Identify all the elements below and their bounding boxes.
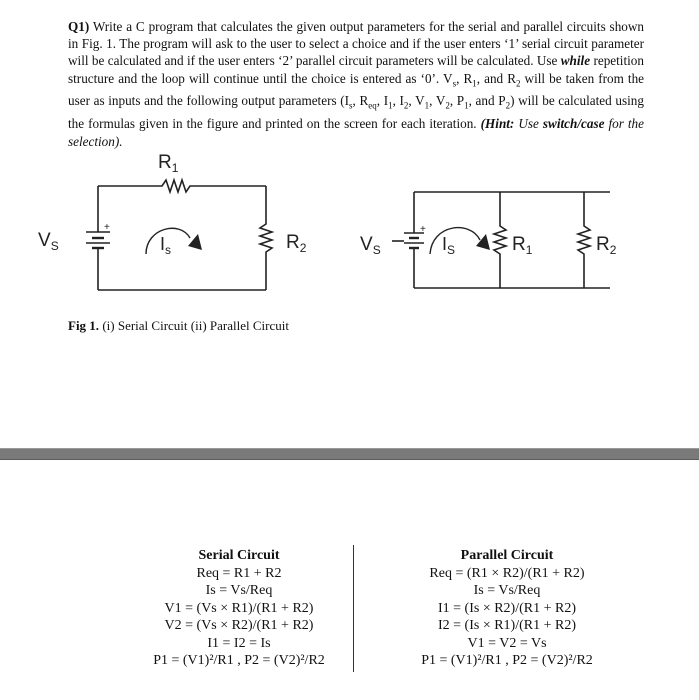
hint-end: for the selection). xyxy=(68,116,644,149)
question-part: , R xyxy=(456,70,473,86)
formula-line: V1 = V2 = Vs xyxy=(467,635,547,651)
circuit-figure xyxy=(30,150,670,305)
formula-line: I1 = (Is × R2)/(R1 + R2) xyxy=(437,600,576,616)
question-label: Q1) xyxy=(68,19,90,34)
parallel-title: Parallel Circuit xyxy=(460,548,554,563)
serial-vs-label: $V_S$ xyxy=(38,230,59,253)
serial-r1-label: $R_1$ xyxy=(158,152,179,175)
question-text: Q1) Write a C program that calculates the given output parameters for the serial and parallel circuits shown in Fig. 1. The program will ask to the user to select a choice and if the user enters ‘1’ serial circuit parameter will be calculated and if the user enters ‘2’ parallel circuit parameters will be calculated. Use while repetition structure and the loop will continue until the choice is entered as ‘0’. $V_s$, $R_1$, and $R_2$ will be taken from the user as inputs and the following output parameters ($I_s$, $R_{eq}$, $I_1$, $I_2$, $V_1$, $V_2$, $P_1$, and $P_2$) will be calculated using the formulas given in the figure and printed on the screen for each iteration. (Hint: Use switch/case for the selection). xyxy=(68,19,645,149)
serial-r2-label: $R_2$ xyxy=(286,232,307,255)
question-part: , P xyxy=(449,93,465,109)
question-part: , I xyxy=(376,93,389,109)
keyword-while: while xyxy=(560,53,591,69)
formula-line: Is = Vs/Req xyxy=(473,583,541,598)
question-part: ) will be calculated using the formulas given in the figure and printed on the screen for each iteration. xyxy=(68,93,644,132)
parallel-vs-label: $V_S$ xyxy=(360,234,381,257)
svg-text:+: + xyxy=(104,222,110,233)
figure-caption xyxy=(68,318,289,334)
par-resistor-r1-symbol xyxy=(494,192,506,288)
hint-text: Use xyxy=(514,116,543,132)
question-part: , R xyxy=(352,93,369,109)
question-part: , V xyxy=(429,93,446,109)
resistor-r1-symbol xyxy=(98,180,266,192)
formula-line: Req = R1 + R2 xyxy=(196,565,282,581)
formula-line: I1 = I2 = Is xyxy=(207,635,271,651)
caption-text: (i) Serial Circuit (ii) Parallel Circuit xyxy=(99,318,289,333)
parallel-r2-label: $R_2$ xyxy=(596,234,617,257)
hint-label: (Hint: xyxy=(480,116,515,132)
question-part: will be taken from the user as inputs and the following output parameters (I xyxy=(68,70,645,109)
serial-is-label: $I_s$ xyxy=(160,234,172,257)
question-part: , and P xyxy=(468,93,506,109)
caption-label: Fig 1. xyxy=(68,318,100,333)
formula-line: I2 = (Is × R1)/(R1 + R2) xyxy=(437,618,576,633)
formula-line: P1 = (V1)²/R1 , P2 = (V2)²/R2 xyxy=(153,653,325,668)
current-arrowhead xyxy=(188,234,202,250)
parallel-is-label: $I_S$ xyxy=(442,234,456,257)
question-part: Write a C program that calculates the given output parameters for the serial and parallel circuits shown in Fig. 1. The program will ask to the user to select a choice and if the user enters ‘1’ serial circuit parameter will be calculated and if the user enters ‘2’ parallel circuit parameters will be calculated. Use xyxy=(68,19,644,69)
parallel-circuit xyxy=(360,192,617,288)
question-part: repetition structure and the loop will continue until the choice is entered as ‘0’. V xyxy=(68,53,644,86)
svg-text:+: + xyxy=(420,224,426,235)
hint-keyword: switch/case xyxy=(542,116,605,132)
parallel-formulas xyxy=(402,547,612,670)
section-divider xyxy=(0,448,699,460)
formula-line: Is = Vs/Req xyxy=(205,583,273,598)
column-separator xyxy=(353,545,354,672)
formula-line: P1 = (V1)²/R1 , P2 = (V2)²/R2 xyxy=(421,653,593,668)
question-part: , and R xyxy=(476,70,516,86)
question-part: , V xyxy=(408,93,425,109)
question-part: , I xyxy=(392,93,404,109)
formula-line: V1 = (Vs × R1)/(R1 + R2) xyxy=(164,600,314,616)
parallel-r1-label: $R_1$ xyxy=(512,234,533,257)
serial-circuit xyxy=(38,152,307,290)
resistor-r2-symbol xyxy=(260,186,272,290)
serial-title: Serial Circuit xyxy=(198,548,280,563)
par-resistor-r2-symbol xyxy=(578,192,590,288)
serial-formulas xyxy=(139,547,339,670)
formula-line: Req = (R1 × R2)/(R1 + R2) xyxy=(429,565,585,581)
formula-line: V2 = (Vs × R2)/(R1 + R2) xyxy=(164,618,314,633)
